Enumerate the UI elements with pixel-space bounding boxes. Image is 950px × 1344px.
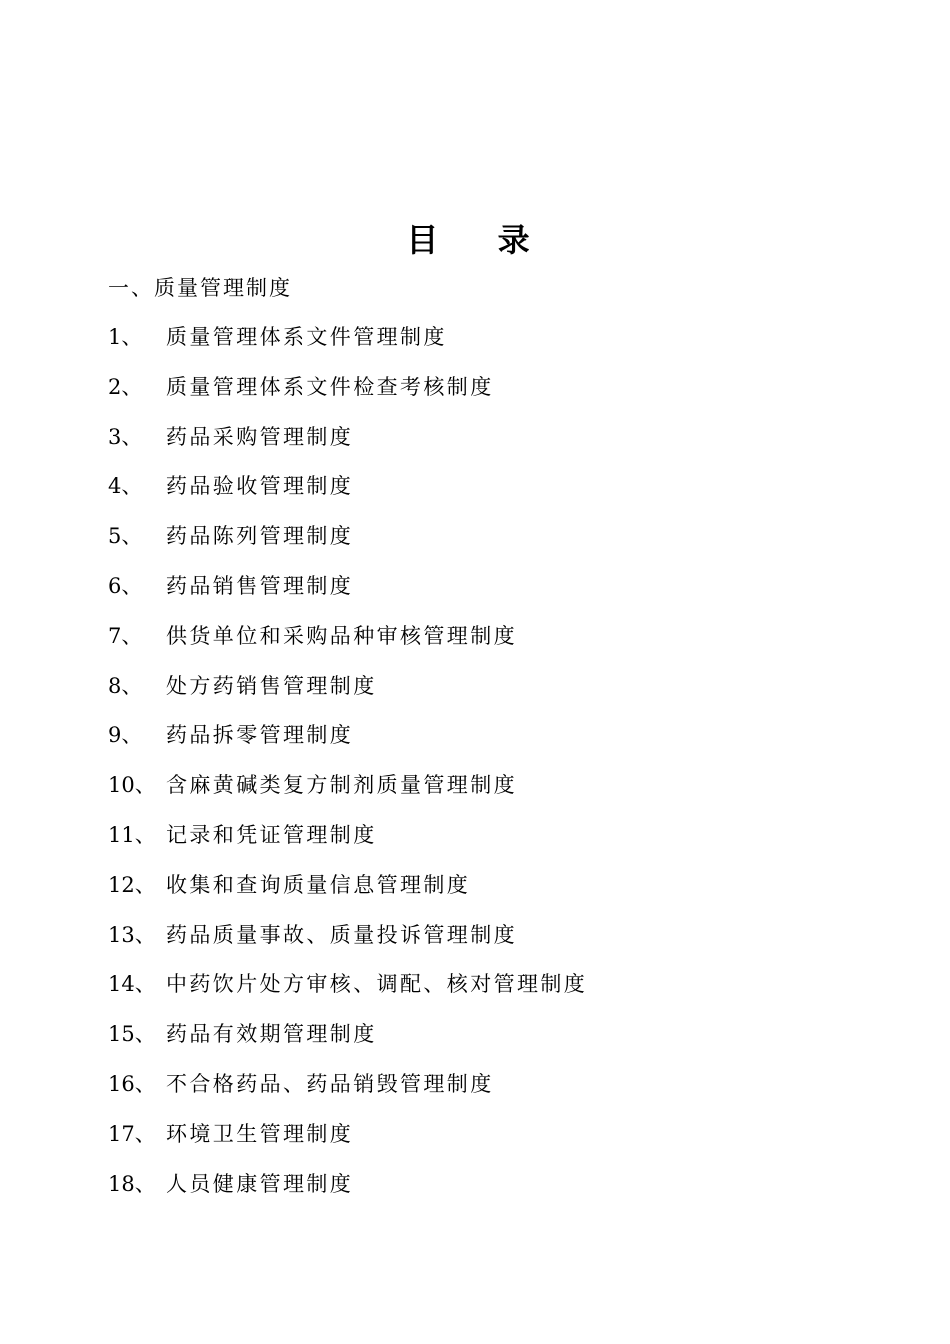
toc-item-number: 12、: [108, 872, 156, 897]
toc-item-number: 2、: [108, 374, 143, 399]
toc-item: [108, 471, 587, 521]
toc-item-text: 药品采购管理制度: [166, 424, 354, 449]
toc-item: [108, 372, 587, 422]
toc-item-text: 中药饮片处方审核、调配、核对管理制度: [166, 972, 588, 997]
toc-item-text: 药品销售管理制度: [166, 573, 354, 598]
toc-item-number: 3、: [108, 424, 143, 449]
toc-item-text: 药品验收管理制度: [166, 474, 354, 499]
toc-item-text: 环境卫生管理制度: [166, 1121, 354, 1146]
toc-item-text: 药品陈列管理制度: [166, 524, 354, 549]
toc-item-text: 药品质量事故、质量投诉管理制度: [166, 922, 517, 947]
toc-item-text: 不合格药品、药品销毁管理制度: [166, 1071, 494, 1096]
toc-item: [108, 1169, 587, 1219]
toc-item-text: 供货单位和采购品种审核管理制度: [166, 623, 517, 648]
toc-item: [108, 1069, 587, 1119]
toc-item-number: 17、: [108, 1121, 156, 1146]
toc-item-number: 18、: [108, 1171, 156, 1196]
toc-item-number: 13、: [108, 922, 156, 947]
toc-item-number: 5、: [108, 524, 143, 549]
toc-item: [108, 521, 587, 571]
toc-item-text: 处方药销售管理制度: [166, 673, 377, 698]
toc-item-text: 药品有效期管理制度: [166, 1022, 377, 1047]
toc-item-text: 药品拆零管理制度: [166, 723, 354, 748]
toc-item-number: 4、: [108, 474, 143, 499]
toc-item-number: 1、: [108, 325, 143, 349]
toc-item: [108, 322, 587, 372]
toc-item-number: 15、: [108, 1022, 156, 1047]
toc-item-text: 人员健康管理制度: [166, 1171, 354, 1196]
toc-item: [108, 969, 587, 1019]
toc-item: [108, 870, 587, 920]
toc-item-number: 16、: [108, 1071, 156, 1096]
toc-item: [108, 621, 587, 671]
toc-item-text: 质量管理体系文件检查考核制度: [166, 374, 494, 399]
toc-item: [108, 820, 587, 870]
toc-item-text: 收集和查询质量信息管理制度: [166, 872, 471, 897]
toc-item-number: 7、: [108, 623, 143, 648]
toc-list: [108, 322, 587, 1218]
toc-item: [108, 571, 587, 621]
toc-item-number: 10、: [108, 773, 156, 798]
toc-item-text: 质量管理体系文件管理制度: [166, 325, 447, 349]
section-heading: 一、质量管理制度: [108, 276, 292, 300]
toc-item: [108, 920, 587, 970]
toc-item: [108, 720, 587, 770]
toc-item: [108, 671, 587, 721]
toc-item-text: 含麻黄碱类复方制剂质量管理制度: [166, 773, 517, 798]
toc-item-text: 记录和凭证管理制度: [166, 822, 377, 847]
toc-item-number: 14、: [108, 972, 156, 997]
toc-item: [108, 1019, 587, 1069]
toc-item: [108, 422, 587, 472]
toc-item: [108, 770, 587, 820]
toc-item-number: 11、: [108, 822, 156, 847]
toc-item: [108, 1119, 587, 1169]
page-title: 目 录: [406, 221, 554, 259]
toc-item-number: 9、: [108, 723, 143, 748]
toc-item-number: 8、: [108, 673, 143, 698]
toc-item-number: 6、: [108, 573, 143, 598]
